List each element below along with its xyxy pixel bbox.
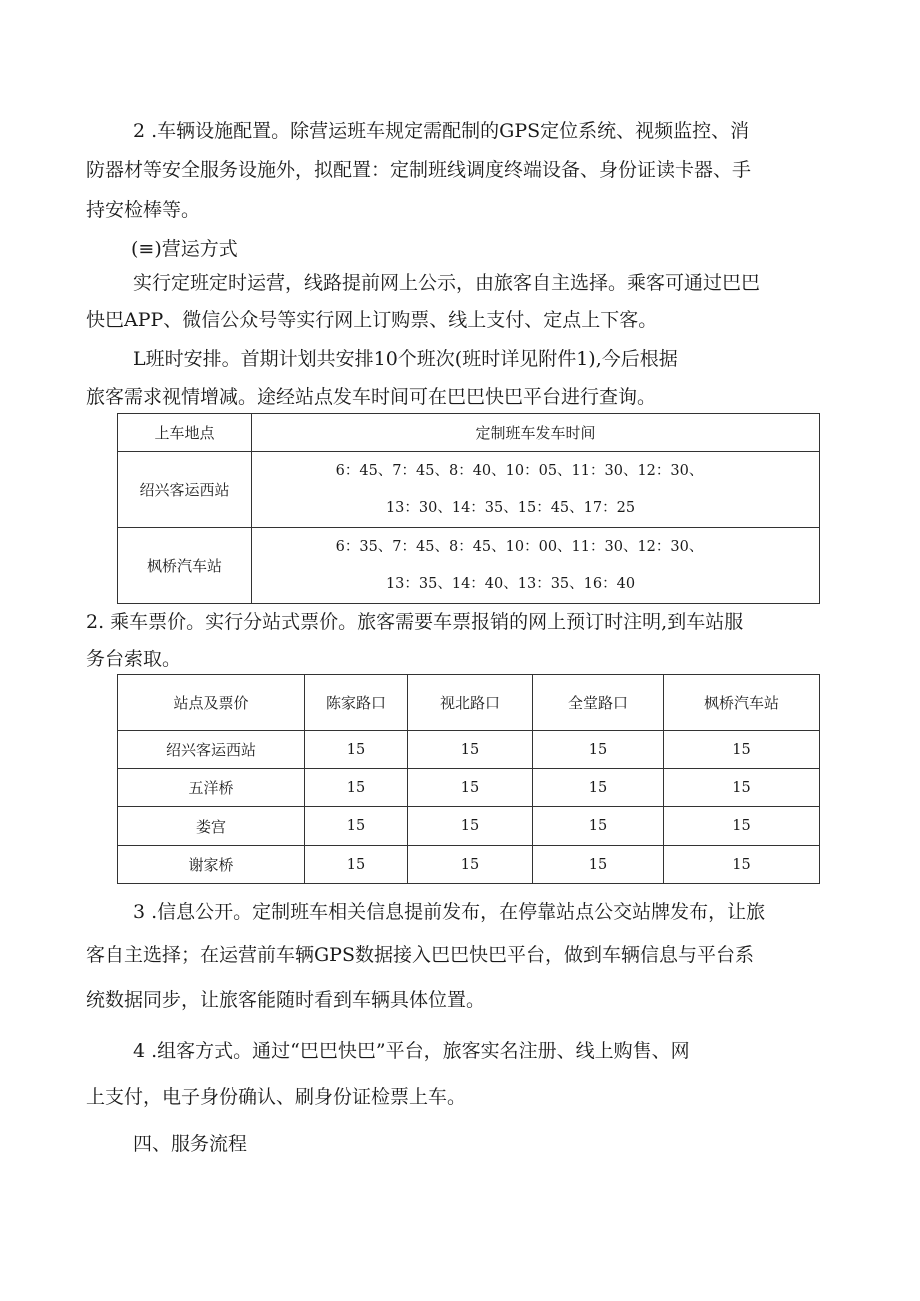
text-line: 4 .组客方式。通过“巴巴快巴”平台，旅客实名注册、线上购售、网	[133, 1040, 690, 1062]
price-cell: 15	[305, 731, 408, 769]
text-line: 务台索取。	[86, 648, 182, 670]
table-header-row	[118, 675, 820, 731]
table-row	[118, 731, 820, 769]
text-line: 2. 乘车票价。实行分站式票价。旅客需要车票报销的网上预订时注明,到车站服	[86, 611, 744, 633]
text-line: 旅客需求视情增减。途经站点发车时间可在巴巴快巴平台进行查询。	[86, 386, 657, 408]
table-header-cell: 全堂路口	[533, 675, 664, 731]
price-cell: 15	[305, 846, 408, 884]
price-cell: 15	[533, 769, 664, 807]
text-line: 统数据同步，让旅客能随时看到车辆具体位置。	[86, 989, 486, 1011]
table-row	[118, 452, 820, 528]
table-header-cell: 视北路口	[408, 675, 533, 731]
text-line: 3 .信息公开。定制班车相关信息提前发布，在停靠站点公交站牌发布，让旅	[133, 901, 766, 923]
table-row	[118, 528, 820, 604]
price-cell: 15	[305, 769, 408, 807]
price-cell: 15	[533, 731, 664, 769]
table-row	[118, 807, 820, 846]
text-line: 客自主选择；在运营前车辆GPS数据接入巴巴快巴平台，做到车辆信息与平台系	[86, 944, 754, 966]
text-line: 2 .车辆设施配置。除营运班车规定需配制的GPS定位系统、视频监控、消	[133, 120, 750, 142]
table-header-cell: 站点及票价	[118, 675, 305, 731]
price-cell: 15	[664, 731, 820, 769]
times-line: 6：45、7：45、8：40、10：05、11：30、12：30、	[335, 463, 704, 479]
times-cell	[252, 528, 820, 604]
station-cell: 娄宫	[118, 807, 305, 846]
price-cell: 15	[408, 846, 533, 884]
table-row	[118, 769, 820, 807]
times-line: 6：35、7：45、8：45、10：00、11：30、12：30、	[335, 539, 704, 555]
fare-table	[117, 674, 820, 884]
table-header-cell: 定制班车发车时间	[252, 414, 820, 452]
price-cell: 15	[408, 731, 533, 769]
price-cell: 15	[664, 846, 820, 884]
table-row	[118, 846, 820, 884]
text-line: 上支付，电子身份确认、刷身份证检票上车。	[86, 1086, 467, 1108]
times-line: 13：35、14：40、13：35、16：40	[385, 575, 636, 592]
price-cell: 15	[533, 807, 664, 846]
text-line: 实行定班定时运营，线路提前网上公示，由旅客自主选择。乘客可通过巴巴	[133, 272, 761, 294]
times-line: 13：30、14：35、15：45、17：25	[385, 499, 636, 516]
text-line: L班时安排。首期计划共安排10个班次(班时详见附件1),今后根据	[133, 348, 678, 370]
text-line: 防器材等安全服务设施外，拟配置：定制班线调度终端设备、身份证读卡器、手	[86, 159, 752, 181]
station-cell: 枫桥汽车站	[118, 528, 252, 604]
station-cell: 谢家桥	[118, 846, 305, 884]
text-line: 持安检棒等。	[86, 199, 201, 221]
table-header-row	[118, 414, 820, 452]
price-cell: 15	[664, 807, 820, 846]
price-cell: 15	[533, 846, 664, 884]
schedule-table	[117, 413, 820, 604]
text-line: 快巴APP、微信公众号等实行网上订购票、线上支付、定点上下客。	[86, 309, 658, 331]
price-cell: 15	[408, 769, 533, 807]
station-cell: 绍兴客运西站	[118, 452, 252, 528]
price-cell: 15	[305, 807, 408, 846]
table-header-cell: 枫桥汽车站	[664, 675, 820, 731]
station-cell: 五洋桥	[118, 769, 305, 807]
section-heading-operation: (≡)营运方式	[131, 238, 238, 260]
price-cell: 15	[664, 769, 820, 807]
times-cell	[252, 452, 820, 528]
station-cell: 绍兴客运西站	[118, 731, 305, 769]
price-cell: 15	[408, 807, 533, 846]
section-heading-service: 四、服务流程	[133, 1133, 248, 1155]
table-header-cell: 上车地点	[118, 414, 252, 452]
table-header-cell: 陈家路口	[305, 675, 408, 731]
